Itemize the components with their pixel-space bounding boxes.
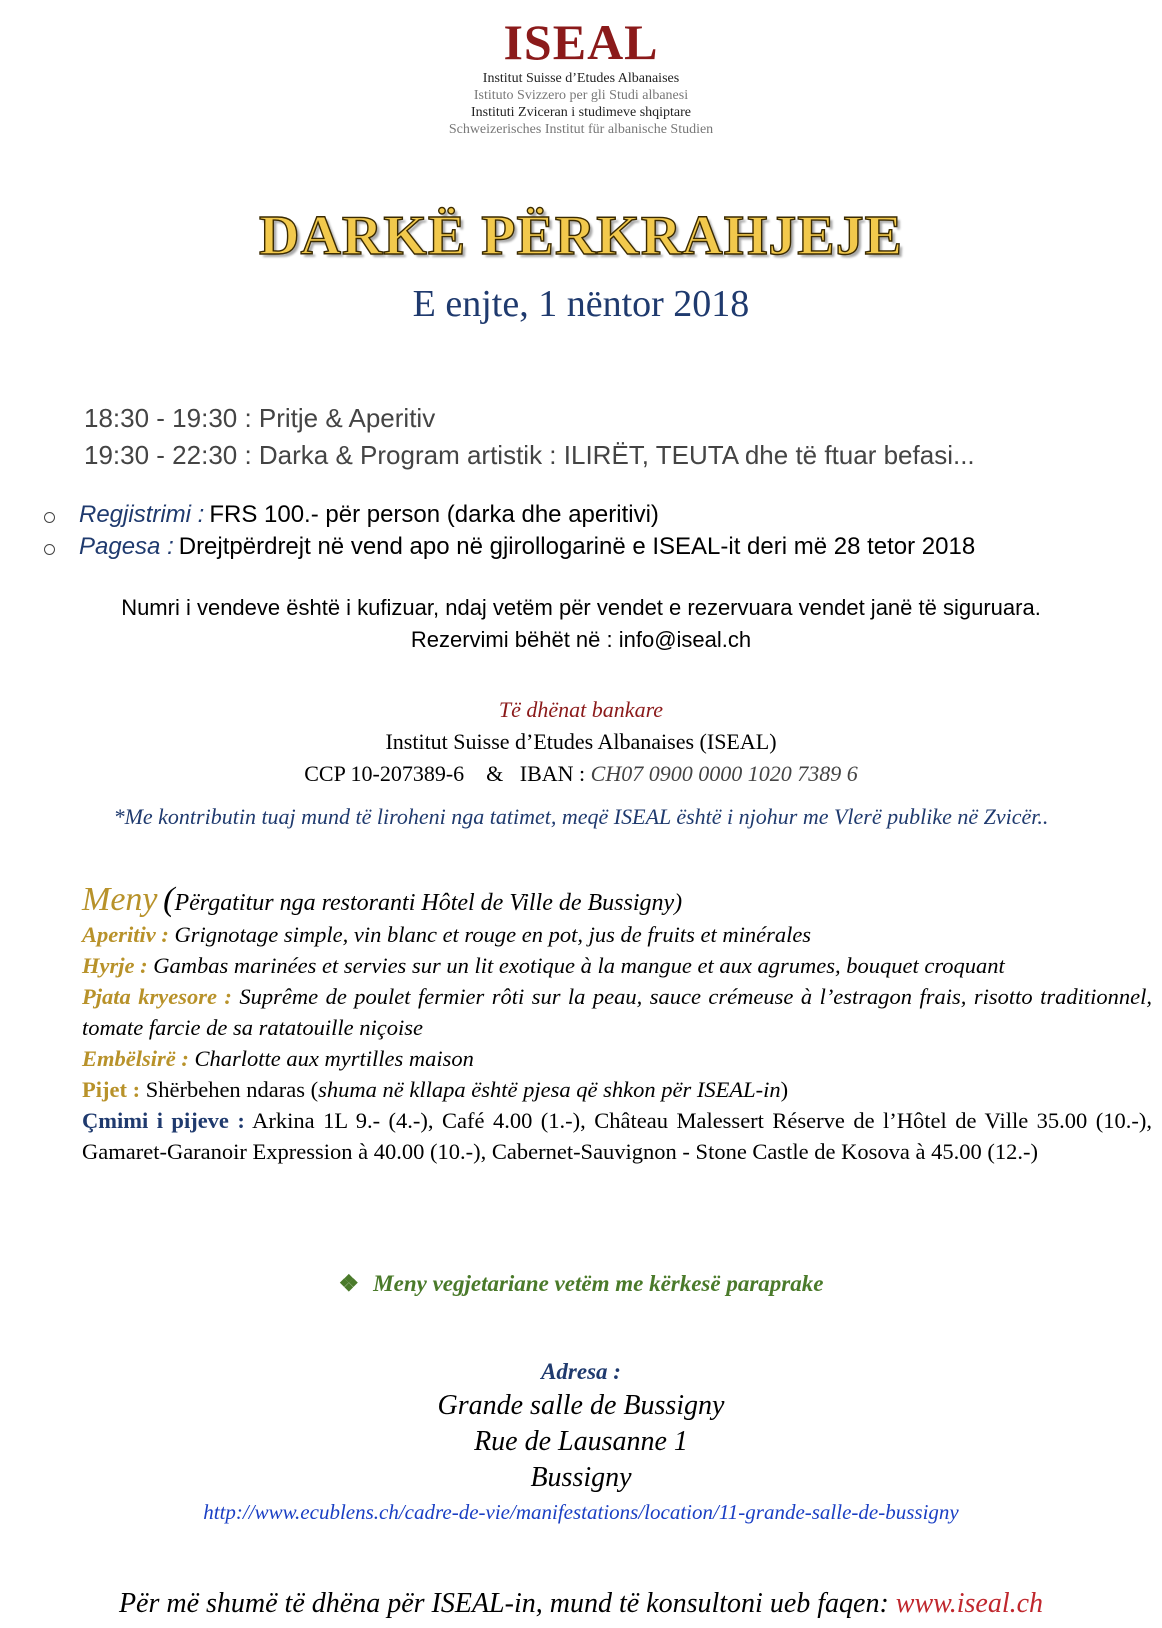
event-title: DARKË PËRKRAHJEJE: [259, 205, 903, 267]
drinks-text: Shërbehen ndaras (: [140, 1077, 319, 1102]
seating-notice: [0, 592, 1162, 656]
footer: [0, 1588, 1162, 1620]
menu-paren: (: [163, 881, 175, 918]
menu-item: [82, 981, 1152, 1043]
tax-note: *Me kontributin tuaj mund të liroheni nga tatimet, meqë ISEAL është i njohur me Vlerë publike në Zvicër..: [113, 804, 1049, 829]
menu-item: [82, 1074, 1152, 1105]
drink-prices-text: Arkina 1L 9.- (4.-), Café 4.00 (1.-), Château Malessert Réserve de l’Hôtel de Ville 35.00 (10.-), Gamaret-Garanoir Expression à 40.00 (10.-), Cabernet-Sauvignon - Stone Castle de Kosova à 45.00 (12.-): [82, 1108, 1152, 1164]
drinks-label: Pijet :: [82, 1077, 141, 1102]
registration-list: [44, 499, 975, 563]
aperitiv-text: Grignotage simple, vin blanc et rouge en pot, jus de fruits et minérales: [168, 922, 812, 947]
menu-item: [82, 950, 1152, 981]
iban-number: CH07 0900 0000 1020 7389 6: [590, 761, 858, 786]
diamond-bullet-icon: ❖: [338, 1271, 360, 1296]
brand-logo: ISEAL: [503, 14, 659, 70]
event-date: E enjte, 1 nëntor 2018: [412, 283, 750, 325]
list-item: [44, 499, 975, 531]
aperitiv-label: Aperitiv :: [82, 922, 169, 947]
institute-name-sq: Instituti Zviceran i studimeve shqiptare: [470, 105, 692, 120]
venue-link[interactable]: http://www.ecublens.ch/cadre-de-vie/manifestations/location/11-grande-salle-de-bussigny: [203, 1500, 959, 1524]
menu-subtitle: Përgatitur nga restoranti Hôtel de Ville de Bussigny): [174, 890, 683, 916]
drink-prices-label: Çmimi i pijeve :: [82, 1108, 245, 1133]
list-item: [44, 531, 975, 563]
schedule-item: 18:30 - 19:30 : Pritje & Aperitiv: [84, 403, 436, 433]
address-line: Rue de Lausanne 1: [474, 1426, 688, 1457]
circle-bullet-icon: [44, 544, 55, 555]
website-link[interactable]: www.iseal.ch: [895, 1588, 1044, 1619]
footer-text: Për më shumë të dhëna për ISEAL-in, mund të konsultoni ueb faqen:: [118, 1588, 896, 1619]
registration-text: FRS 100.- për person (darka dhe aperitivi): [209, 501, 659, 528]
menu-item: [82, 919, 1152, 950]
menu-item: [82, 1043, 1152, 1074]
main-course-label: Pjata kryesore :: [82, 984, 232, 1009]
registration-label: Regjistrimi :: [79, 501, 205, 528]
drinks-note: shuma në kllapa është pjesa që shkon për ISEAL-in: [318, 1077, 781, 1102]
menu-title: Meny: [82, 881, 158, 918]
seating-notice-line: Numri i vendeve është i kufizuar, ndaj vetëm për vendet e rezervuara vendet janë të siguruara.: [121, 595, 1041, 620]
bank-account-name: Institut Suisse d’Etudes Albanaises (ISEAL): [385, 729, 777, 754]
address-line: Bussigny: [530, 1462, 632, 1493]
menu-heading: [82, 881, 1152, 919]
main-course-text: Suprême de poulet fermier rôti sur la peau, sauce crémeuse à l’estragon frais, risotto traditionnel, tomate farcie de sa ratatouille niçoise: [82, 984, 1153, 1040]
address-title: Adresa :: [541, 1359, 621, 1384]
menu-section: [82, 881, 1153, 1167]
institute-name-fr: Institut Suisse d’Etudes Albanaises: [482, 71, 680, 86]
ccp-number: CCP 10-207389-6 & IBAN :: [304, 761, 591, 786]
address-line: Grande salle de Bussigny: [437, 1390, 725, 1421]
bank-details-title: Të dhënat bankare: [498, 697, 664, 722]
schedule-item: 19:30 - 22:30 : Darka & Program artistik : ILIRËT, TEUTA dhe të ftuar befasi...: [84, 440, 975, 470]
bank-details: [0, 694, 1162, 790]
payment-text: Drejtpërdrejt në vend apo në gjirollogarinë e ISEAL-it deri më 28 tetor 2018: [178, 533, 976, 560]
institute-name-it: Istituto Svizzero per gli Studi albanesi: [473, 88, 689, 103]
vegetarian-note: [0, 1271, 1162, 1297]
reservation-email: Rezervimi bëhët në : info@iseal.ch: [410, 627, 752, 652]
hyrje-text: Gambas marinées et servies sur un lit exotique à la mangue et aux agrumes, bouquet croquant: [147, 953, 1005, 978]
schedule: [84, 400, 975, 474]
dessert-label: Embëlsirë :: [82, 1046, 189, 1071]
vegetarian-text: Meny vegjetariane vetëm me kërkesë paraprake: [373, 1271, 824, 1296]
drinks-close: ): [780, 1077, 789, 1102]
hyrje-label: Hyrje :: [82, 953, 148, 978]
institute-name-de: Schweizerisches Institut für albanische Studien: [448, 122, 714, 137]
logo-block: [0, 14, 1162, 138]
payment-label: Pagesa :: [79, 533, 174, 560]
bank-account-numbers: [0, 758, 1162, 790]
dessert-text: Charlotte aux myrtilles maison: [188, 1046, 474, 1071]
circle-bullet-icon: [44, 512, 55, 523]
address-block: [0, 1356, 1162, 1528]
menu-item: [82, 1105, 1152, 1167]
